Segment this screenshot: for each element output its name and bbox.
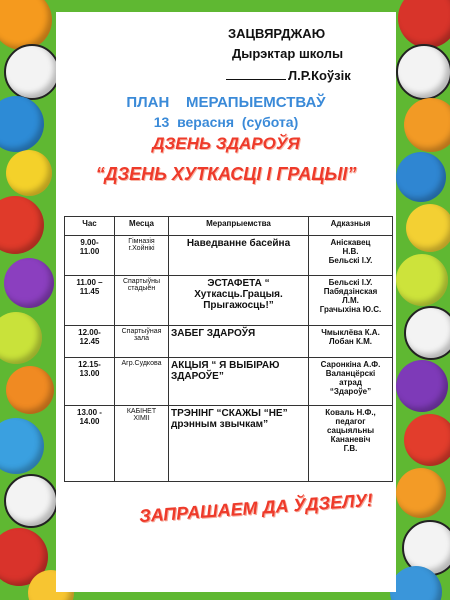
row-responsible: Саронкіна А.Ф. Валанцёрскі атрад “Здароўе”: [309, 358, 393, 406]
purple-ball-icon: [396, 360, 448, 412]
approval-line-3: Л.Р.Коўзік: [288, 68, 351, 83]
table-row: [65, 358, 393, 406]
header-place: Месца: [115, 217, 169, 236]
row-event: ТРЭНІНГ “СКАЖЫ “НЕ” дрэнным звычкам”: [169, 406, 309, 482]
yellow-ball-icon: [406, 204, 450, 252]
row-place: Гімназія г.Хойнікі: [115, 236, 169, 276]
row-responsible: Коваль Н.Ф., педагог сацыяльны Кананевіч Г.В.: [309, 406, 393, 482]
row-time: 13.00 - 14.00: [65, 406, 115, 482]
yellow-ball-icon: [6, 150, 52, 196]
approval-signature: [226, 68, 391, 83]
poster-sheet: [56, 12, 396, 592]
row-time: 12.00- 12.45: [65, 326, 115, 358]
soccer-ball-icon: [396, 44, 450, 100]
row-place: Спартыўная зала: [115, 326, 169, 358]
row-time: 12.15- 13.00: [65, 358, 115, 406]
row-responsible: Аніскавец Н.В. Бельскі І.У.: [309, 236, 393, 276]
table-header-row: [65, 217, 393, 236]
theme-title: “ДЗЕНЬ ХУТКАСЦІ І ГРАЦЫІ”: [95, 164, 357, 184]
blue-ball-icon: [0, 96, 44, 152]
invitation-footer: ЗАПРАШАЕМ ДА ЎДЗЕЛУ!: [138, 489, 374, 527]
table-row: [65, 236, 393, 276]
purple-ball-icon: [4, 258, 54, 308]
tennis-ball-icon: [396, 254, 448, 306]
table-row: [65, 326, 393, 358]
approval-line-1: ЗАЦВЯРДЖАЮ: [228, 26, 326, 41]
red-ball-icon: [0, 196, 44, 254]
health-day-title: ДЗЕНЬ ЗДАРОЎЯ: [152, 134, 300, 153]
events-table: [64, 216, 393, 482]
row-responsible: Бельскі І.У. Пабядзінская Л.М. Грачыхіна Ю.С.: [309, 276, 393, 326]
row-place: КАБІНЕТ ХІМІІ: [115, 406, 169, 482]
plan-date: 13 верасня (субота): [153, 114, 299, 130]
approval-line-2: Дырэктар школы: [232, 46, 344, 61]
header-time: Час: [65, 217, 115, 236]
row-event: ЗАБЕГ ЗДАРОЎЯ: [169, 326, 309, 358]
blue-ball-icon: [396, 152, 446, 202]
soccer-ball-icon: [4, 44, 60, 100]
row-time: 9.00- 11.00: [65, 236, 115, 276]
red-ball-icon: [404, 414, 450, 466]
signature-line: [226, 79, 286, 80]
row-event: ЭСТАФЕТА “ Хуткасць.Грацыя. Прыгажосць!”: [169, 276, 309, 326]
table-row: [65, 406, 393, 482]
row-responsible: Чмыклёва К.А. Лобан К.М.: [309, 326, 393, 358]
row-event: АКЦЫЯ “ Я ВЫБІРАЮ ЗДАРОЎЕ”: [169, 358, 309, 406]
header-event: Мерапрыемства: [169, 217, 309, 236]
soccer-ball-icon: [404, 306, 450, 360]
orange-ball-icon: [0, 0, 52, 50]
table-row: [65, 276, 393, 326]
header-responsible: Адказныя: [309, 217, 393, 236]
orange-ball-icon: [404, 98, 450, 152]
red-ball-icon: [398, 0, 450, 48]
tennis-ball-icon: [0, 312, 42, 364]
plan-title: ПЛАН МЕРАПЫЕМСТВАЎ: [126, 94, 326, 111]
row-place: Агр.Судкова: [115, 358, 169, 406]
blue-ball-icon: [0, 418, 44, 474]
row-place: Спартыўны стадыён: [115, 276, 169, 326]
soccer-ball-icon: [4, 474, 58, 528]
row-event: Наведванне басейна: [169, 236, 309, 276]
orange-ball-icon: [396, 468, 446, 518]
orange-ball-icon: [6, 366, 54, 414]
row-time: 11.00 – 11.45: [65, 276, 115, 326]
